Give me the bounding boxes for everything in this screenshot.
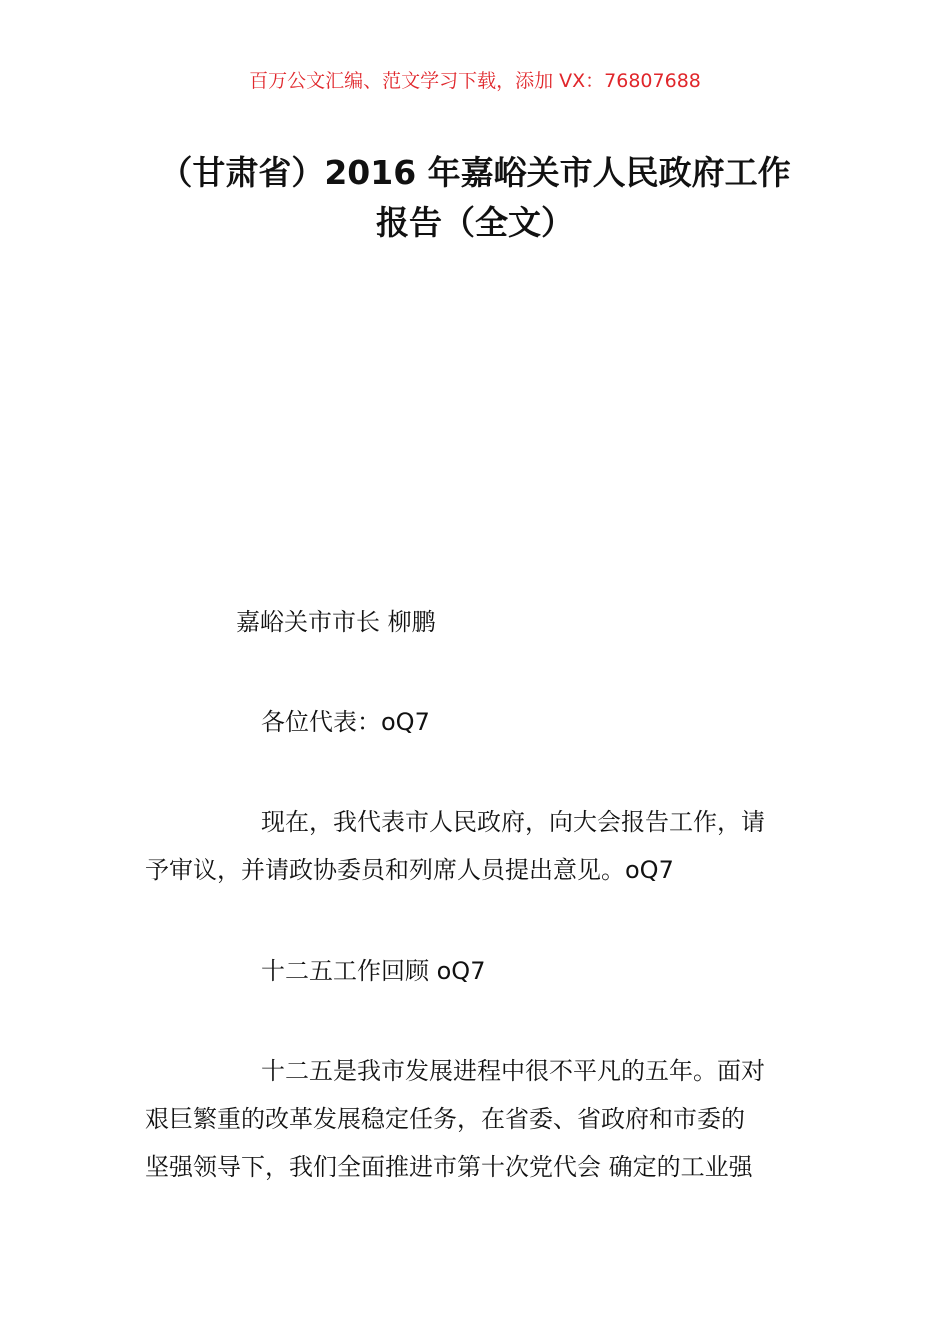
greeting-paragraph: [145, 698, 810, 746]
review-paragraph: [145, 1047, 810, 1191]
intro-line-1: 现在，我代表市人民政府，向大会报告工作，请: [261, 808, 765, 836]
author-line: 嘉峪关市市长 柳鹏: [236, 608, 436, 636]
review-line-3: 坚强领导下，我们全面推进市第十次党代会 确定的工业强: [145, 1153, 753, 1181]
review-line-1: 十二五是我市发展进程中很不平凡的五年。面对: [261, 1057, 765, 1085]
intro-line-2: 予审议，并请政协委员和列席人员提出意见。oQ7: [145, 856, 674, 884]
intro-paragraph: [145, 798, 810, 894]
section-heading-paragraph: [145, 947, 810, 995]
greeting-text: 各位代表：oQ7: [261, 708, 430, 736]
document-title: [120, 148, 830, 248]
document-title-line-1: （甘肃省）2016 年嘉峪关市人民政府工作: [159, 153, 791, 192]
header-watermark-note: 百万公文汇编、范文学习下载，添加 VX：76807688: [249, 70, 701, 92]
document-title-line-2: 报告（全文）: [376, 203, 574, 242]
review-line-2: 艰巨繁重的改革发展稳定任务，在省委、省政府和市委的: [145, 1105, 745, 1133]
section-heading: 十二五工作回顾 oQ7: [261, 957, 486, 985]
